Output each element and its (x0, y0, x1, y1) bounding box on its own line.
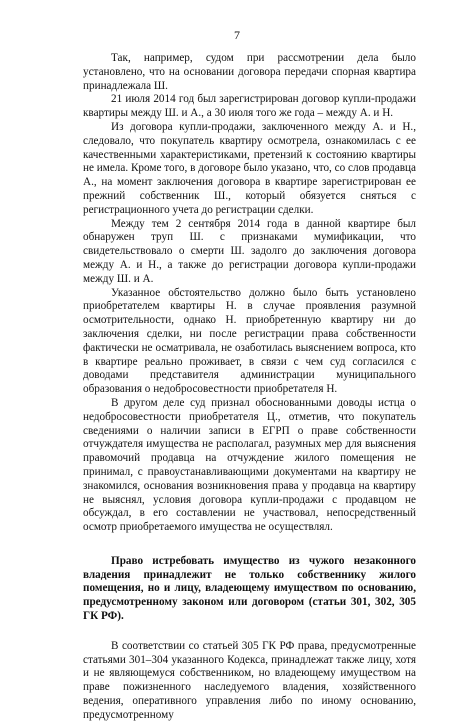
paragraph-4: Между тем 2 сентября 2014 года в данной квартире был обнаружен труп Ш. с признаками мумификации, что свидетельствовало о смерти Ш. задолго до заключения договора между А. и Н., а также до регистрации договора купли-продажи между Ш. и А. (83, 217, 416, 285)
section-heading: Право истребовать имущество из чужого незаконного владения принадлежит не только собственнику жилого помещения, но и лицу, владеющему имуществом по основанию, предусмотренному законом или договором (статьи 301, 302, 305 ГК РФ). (83, 554, 416, 623)
page-number: 7 (234, 28, 240, 42)
paragraph-6: В другом деле суд признал обоснованными доводы истца о недобросовестности приобретателя Ц., отметив, что покупатель сведениями о наличии записи в ЕГРП о праве собственности отчуждателя имущества не располагал, разумных мер для выяснения правомочий продавца на отчуждение жилого помещения не принимал, с правоустанавливающими документами на квартиру не знакомился, основания возникновения права у продавца на квартиру не выяснял, условия договора купли-продажи с продавцом не обсуждал, в его составлении не участвовал, непосредственный осмотр приобретаемого имущества не осуществлял. (83, 396, 416, 534)
paragraph-2: 21 июля 2014 год был зарегистрирован договор купли-продажи квартиры между Ш. и А., а 30 июля того же года – между А. и Н. (83, 93, 416, 120)
paragraph-7: В соответствии со статьей 305 ГК РФ права, предусмотренные статьями 301–304 указанного Кодекса, принадлежат также лицу, хотя и не являющемуся собственником, но владеющему имуществом на праве пожизненного наследуемого владения, хозяйственного ведения, оперативного управления либо по иному основанию, предусмотренному (83, 639, 416, 721)
document-body (83, 52, 416, 723)
paragraph-5: Указанное обстоятельство должно было быть установлено приобретателем квартиры Н. в случае проявления разумной осмотрительности, однако Н. приобретенную квартиру ни до заключения сделки, ни после регистрации права собственности фактически не осматривала, не озаботилась выяснением вопроса, кто в квартире реально проживает, в связи с чем суд согласился с доводами представителя администрации муниципального образования о недобросовестности приобретателя Н. (83, 286, 416, 396)
paragraph-1: Так, например, судом при рассмотрении дела было установлено, что на основании договора передачи спорная квартира принадлежала Ш. (83, 52, 416, 92)
paragraph-3: Из договора купли-продажи, заключенного между А. и Н., следовало, что покупатель квартиру осмотрела, ознакомилась с ее качественными характеристиками, претензий к состоянию квартиры не имела. Кроме того, в договоре было указано, что, со слов продавца А., на момент заключения договора в квартире зарегистрирован ее прежний собственник Ш., который обязуется сняться с регистрационного учета до регистрации сделки. (83, 120, 416, 216)
